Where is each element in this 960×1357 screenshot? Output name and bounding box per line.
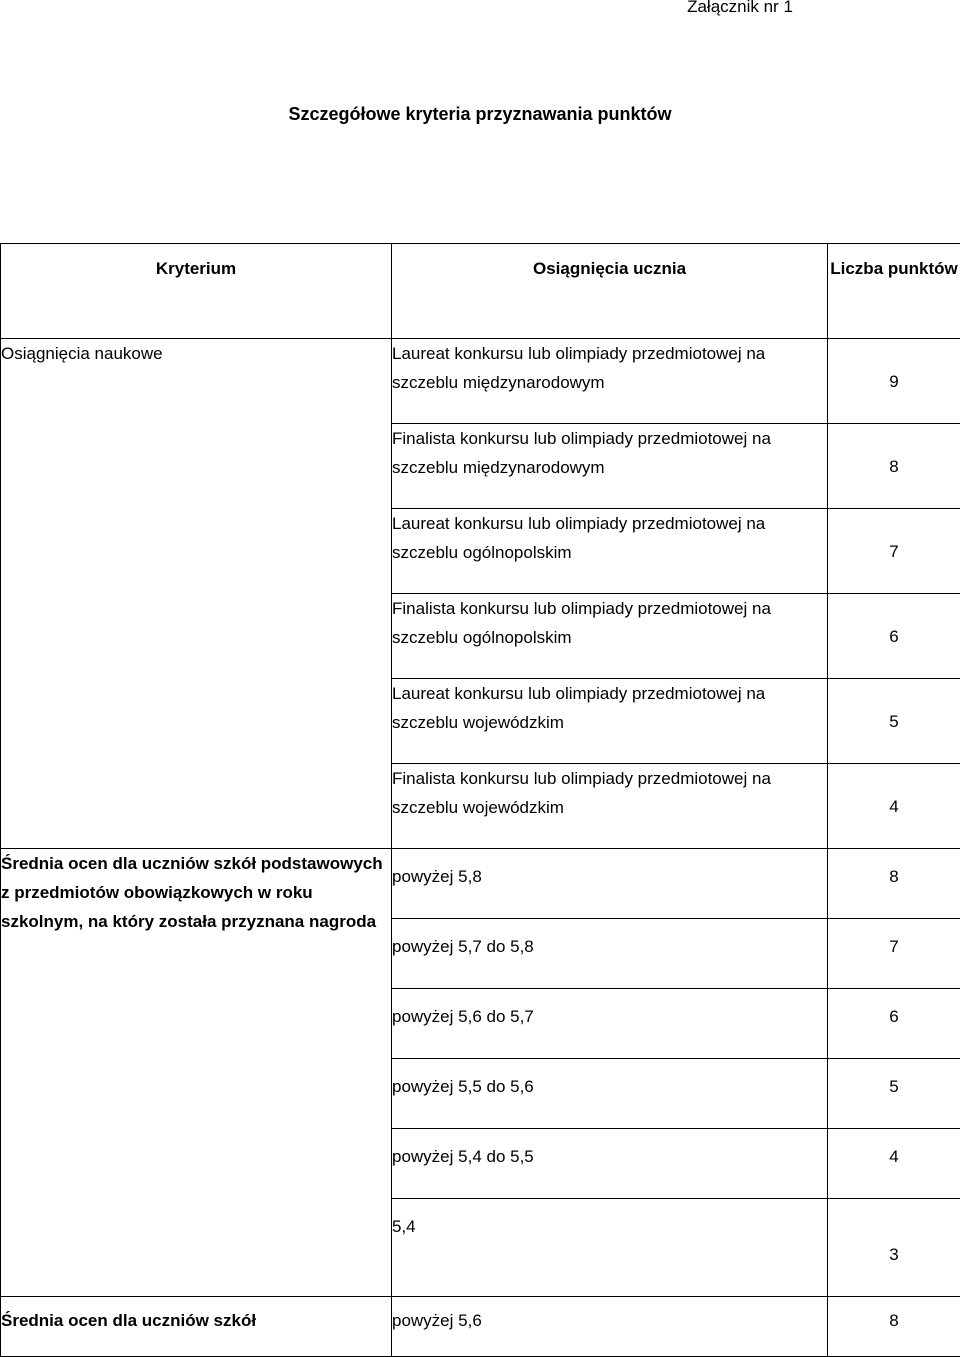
criteria-table: [0, 243, 960, 1357]
header-achievement: Osiągnięcia ucznia: [392, 244, 828, 339]
points-cell: 8: [828, 424, 960, 509]
criterion-average: Średnia ocen dla uczniów szkół podstawowych z przedmiotów obowiązkowych w roku szkolnym, na który została przyznana nagroda: [1, 849, 392, 1297]
document-title: Szczegółowe kryteria przyznawania punktów: [0, 104, 960, 125]
points-cell: 3: [828, 1199, 960, 1297]
achievement-cell: powyżej 5,4 do 5,5: [392, 1129, 828, 1199]
points-cell: 4: [828, 764, 960, 849]
achievement-cell: Finalista konkursu lub olimpiady przedmiotowej na szczeblu wojewódzkim: [392, 764, 828, 849]
header-points: Liczba punktów: [828, 244, 960, 339]
points-cell: 8: [828, 1297, 960, 1357]
points-cell: 5: [828, 1059, 960, 1129]
achievement-cell: Finalista konkursu lub olimpiady przedmiotowej na szczeblu ogólnopolskim: [392, 594, 828, 679]
achievement-cell: powyżej 5,5 do 5,6: [392, 1059, 828, 1129]
achievement-cell: powyżej 5,7 do 5,8: [392, 919, 828, 989]
points-cell: 5: [828, 679, 960, 764]
header-criterion: Kryterium: [1, 244, 392, 339]
points-cell: 6: [828, 594, 960, 679]
table-header-row: [1, 244, 960, 339]
achievement-cell: Finalista konkursu lub olimpiady przedmiotowej na szczeblu międzynarodowym: [392, 424, 828, 509]
points-cell: 4: [828, 1129, 960, 1199]
table-row: [1, 849, 960, 919]
achievement-cell: Laureat konkursu lub olimpiady przedmiotowej na szczeblu wojewódzkim: [392, 679, 828, 764]
attachment-label: Załącznik nr 1: [660, 0, 820, 22]
points-cell: 9: [828, 339, 960, 424]
points-cell: 7: [828, 919, 960, 989]
criterion-science: Osiągnięcia naukowe: [1, 339, 392, 849]
criterion-average-2: Średnia ocen dla uczniów szkół: [1, 1297, 392, 1357]
achievement-cell: powyżej 5,6 do 5,7: [392, 989, 828, 1059]
points-cell: 7: [828, 509, 960, 594]
points-cell: 6: [828, 989, 960, 1059]
achievement-cell: powyżej 5,8: [392, 849, 828, 919]
table-row: [1, 339, 960, 424]
points-cell: 8: [828, 849, 960, 919]
achievement-cell: powyżej 5,6: [392, 1297, 828, 1357]
achievement-cell: 5,4: [392, 1199, 828, 1297]
achievement-cell: Laureat konkursu lub olimpiady przedmiotowej na szczeblu międzynarodowym: [392, 339, 828, 424]
table-row: [1, 1297, 960, 1357]
achievement-cell: Laureat konkursu lub olimpiady przedmiotowej na szczeblu ogólnopolskim: [392, 509, 828, 594]
